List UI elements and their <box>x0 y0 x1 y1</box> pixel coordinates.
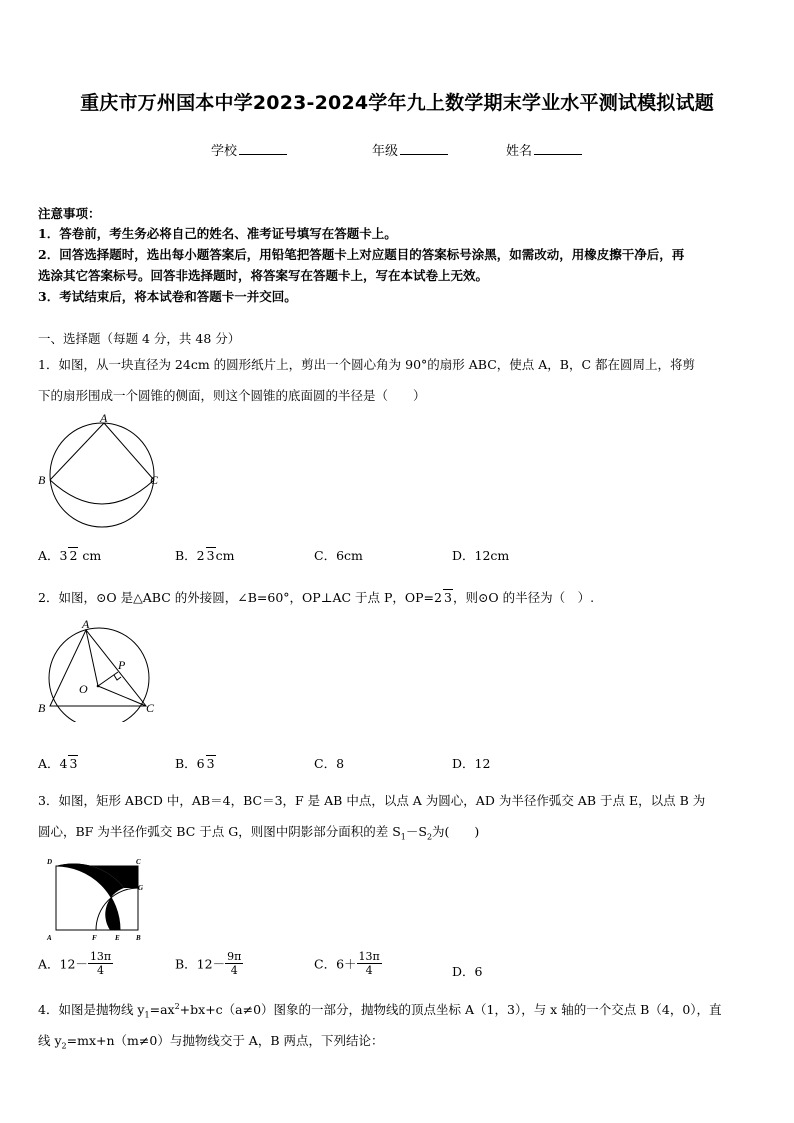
school-blank[interactable] <box>239 142 287 155</box>
q2-label-a: A <box>82 618 90 631</box>
q4-text-line1: 4．如图是抛物线 $y_1=ax^2+bx+c(a\ne 0)$图象的一部分，抛物线的顶点坐标 A（1，3），与 x 轴的一个交点 B（4，0），直 <box>38 1001 722 1020</box>
q1-arc-bc <box>50 480 154 504</box>
q3-option-d[interactable]: D．6 <box>452 964 483 979</box>
q2-center-dot <box>97 685 100 688</box>
school-field[interactable] <box>211 140 287 159</box>
q1-label-b: B <box>38 473 46 487</box>
q2-label-p: P <box>118 658 126 672</box>
name-blank[interactable] <box>534 142 582 155</box>
grade-field[interactable] <box>372 140 448 159</box>
notice-item-1: 1．答卷前，考生务必将自己的姓名、准考证号填写在答题卡上。 <box>38 226 397 241</box>
q3-label-g: G <box>138 884 144 892</box>
q3-label-a: A <box>47 934 52 942</box>
q2-right-angle-mark <box>114 675 121 680</box>
q2-option-c[interactable]: C．8 <box>314 756 345 771</box>
q3-text-line2: 圆心，BF 为半径作弧交 BC 于点 G，则图中阴影部分面积的差 $S_1-S_2$为( ) <box>38 824 480 842</box>
q3-label-f: F <box>92 934 97 942</box>
q1-option-b[interactable]: B．2 3cm <box>175 548 235 563</box>
q3-label-d: D <box>47 858 53 866</box>
q2-label-o: O <box>79 682 88 696</box>
q3-label-e: E <box>115 934 120 942</box>
q4-text-line2: 线 $y_2=mx+n(m\ne 0)$与抛物线交于 A，B 两点，下列结论： <box>38 1033 384 1051</box>
q3-figure <box>44 854 154 944</box>
notice-item-2: 2．回答选择题时，选出每小题答案后，用铅笔把答题卡上对应题目的答案标号涂黑，如需改动，用橡皮擦干净后，再 <box>38 247 685 262</box>
q1-label-a: A <box>100 411 108 425</box>
grade-label: 年级 <box>372 144 399 159</box>
q2-circle <box>49 628 149 722</box>
q2-line-op <box>98 672 118 686</box>
grade-blank[interactable] <box>400 142 448 155</box>
q1-option-a[interactable]: A．3 2 cm <box>38 548 102 563</box>
q1-figure <box>36 410 166 530</box>
q1-label-c: C <box>150 473 159 487</box>
q1-line-ab <box>50 423 104 480</box>
q2-option-a[interactable]: A．4 3 <box>38 756 78 771</box>
q3-label-c: C <box>136 858 141 866</box>
notice-item-3: 3．考试结束后，将本试卷和答题卡一并交回。 <box>38 289 297 304</box>
q2-label-b: B <box>38 701 46 715</box>
notice-item-2-cont: 选涂其它答案标号。回答非选择题时，将答案写在答题卡上，写在本试卷上无效。 <box>38 268 489 283</box>
q2-text: 2．如图，⊙O 是△ABC 的外接圆，∠B=60°，OP⊥AC 于点 P，OP=2 3，则⊙O 的半径为（ ）. <box>38 590 595 605</box>
q1-text-line2: 下的扇形围成一个圆锥的侧面，则这个圆锥的底面圆的半径是（ ） <box>38 388 426 403</box>
notice-heading: 注意事项： <box>38 206 101 221</box>
q2-option-b[interactable]: B．6 3 <box>175 756 215 771</box>
q2-figure <box>36 618 166 722</box>
q3-option-b[interactable]: B．12－ $\frac{9\pi}{4}$ <box>175 950 242 977</box>
q2-line-oc <box>98 686 146 706</box>
q1-circle <box>50 423 154 527</box>
q1-option-d[interactable]: D．12cm <box>452 548 510 563</box>
q3-option-c[interactable]: C．6＋ $\frac{13\pi}{4}$ <box>314 950 380 977</box>
page-title: 重庆市万州国本中学2023-2024学年九上数学期末学业水平测试模拟试题 <box>80 92 714 114</box>
q3-label-b: B <box>136 934 141 942</box>
q1-line-ac <box>104 423 154 480</box>
section-heading: 一、选择题（每题 4 分，共 48 分） <box>38 331 241 346</box>
name-label: 姓名 <box>506 144 533 159</box>
q3-option-a[interactable]: A．12－ $\frac{13\pi}{4}$ <box>38 950 112 977</box>
name-field[interactable] <box>506 140 582 159</box>
school-label: 学校 <box>211 144 238 159</box>
q2-label-c: C <box>146 701 155 715</box>
q2-option-d[interactable]: D．12 <box>452 756 491 771</box>
q1-option-c[interactable]: C．6cm <box>314 548 363 563</box>
q3-text-line1: 3．如图，矩形 ABCD 中，AB＝4，BC＝3，F 是 AB 中点，以点 A 为圆心，AD 为半径作弧交 AB 于点 E，以点 B 为 <box>38 793 706 808</box>
q1-text-line1: 1．如图，从一块直径为 24cm 的圆形纸片上，剪出一个圆心角为 90°的扇形 ABC，使点 A，B，C 都在圆周上，将剪 <box>38 357 695 372</box>
